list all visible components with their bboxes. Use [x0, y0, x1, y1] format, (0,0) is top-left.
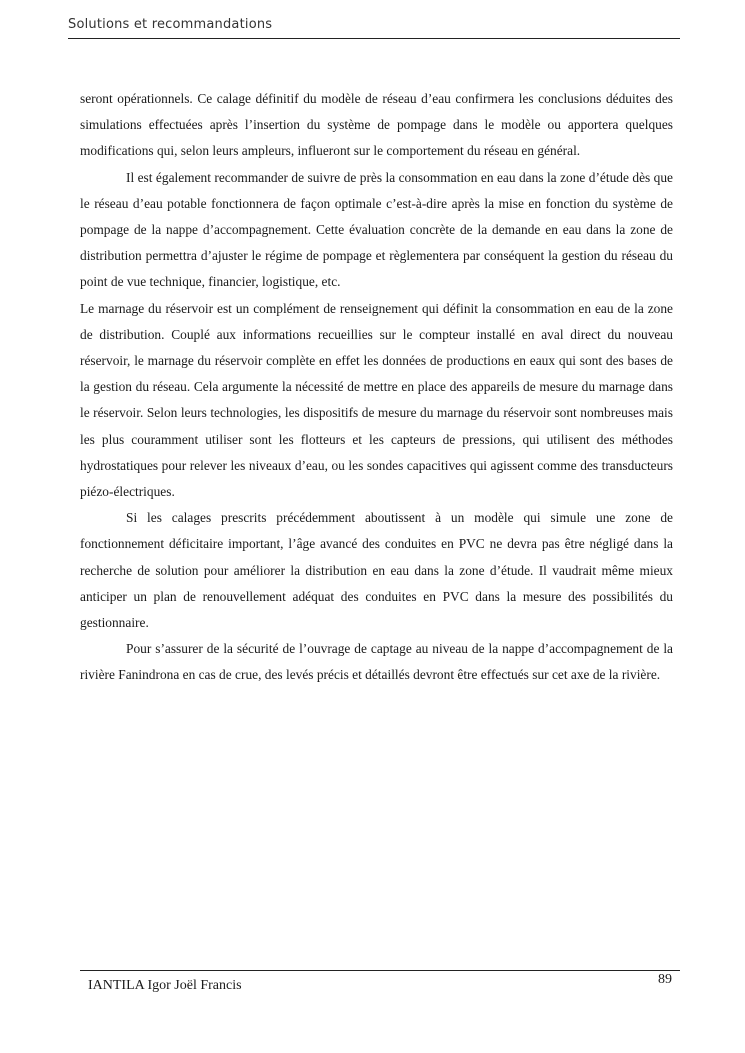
paragraph-pvc-pipes: Si les calages prescrits précédemment aboutissent à un modèle qui simule une zone de fonctionnement déficitaire important, l’âge avancé des conduites en PVC ne devra pas être négligé dans la recherche de solution pour améliorer la distribution en eau dans la zone d’étude. Il vaudrait même mieux anticiper un plan de renouvellement adéquat des conduites en PVC dans la mesure des possibilités du gestionnaire.	[80, 510, 673, 631]
paragraph-consumption-monitoring: Il est également recommander de suivre de près la consommation en eau dans la zone d’étude dès que le réseau d’eau potable fonctionnera de façon optimale c’est-à-dire après la mise en fonction du système de pompage de la nappe d’accompagnement. Cette évaluation concrète de la demande en eau dans la zone de distribution permettra d’ajuster le régime de pompage et règlementera par conséquent la gestion du réseau du point de vue technique, financier, logistique, etc.	[80, 169, 673, 290]
paragraph-reservoir-marnage: Le marnage du réservoir est un complément de renseignement qui définit la consommation en eau de la zone de distribution. Couplé aux informations recueillies sur le compteur installé en aval direct du nouveau réservoir, le marnage du réservoir complète en effet les données de productions en eaux qui sont des bases de la gestion du réseau. Cela argumente la nécessité de mettre en place des appareils de mesure du marnage dans le réservoir. Selon leurs technologies, les dispositifs de mesure du marnage du réservoir sont nombreuses mais les plus couramment utiliser sont les flotteurs et les capteurs de pressions, qui utilisent des méthodes hydrostatiques pour relever les niveaux d’eau, ou les sondes capacitives qui agissent comme des transducteurs piézo-électriques.	[80, 300, 673, 500]
header-title: Solutions et recommandations	[68, 17, 273, 32]
footer-author: IANTILA Igor Joël Francis	[88, 978, 242, 993]
paragraph-continuation: seront opérationnels. Ce calage définitif du modèle de réseau d’eau confirmera les conclusions déduites des simulations effectuées après l’insertion du système de pompage dans le modèle ou apportera quelques modifications qui, selon leurs ampleurs, influeront sur le comportement du réseau en général.	[80, 91, 673, 159]
paragraph-flood-safety: Pour s’assurer de la sécurité de l’ouvrage de captage au niveau de la nappe d’accompagnement de la rivière Fanindrona en cas de crue, des levés précis et détaillés devront être effectués sur cet axe de la rivière.	[80, 641, 673, 683]
page-header	[68, 14, 680, 39]
page-footer	[80, 970, 680, 1001]
page-number: 89	[658, 972, 672, 987]
document-body	[80, 86, 673, 689]
